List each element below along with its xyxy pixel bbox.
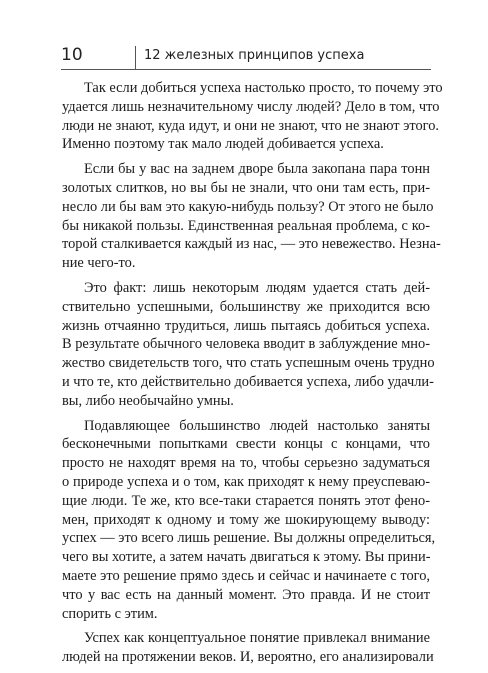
text-line: успех — это всего лишь решение. Вы должны определиться, (62, 530, 436, 547)
text-line: что у вас есть на данный момент. Это правда. И не стоит (62, 586, 430, 603)
text-line: бесконечными попытками свести концы с концами, что (62, 436, 430, 453)
text-line: Если бы у вас на заднем дворе была закопана пара тонн (84, 161, 430, 178)
running-title: 12 железных принципов успеха (144, 48, 365, 63)
text-line: торой сталкивается каждый из нас, — это невежество. Незна- (62, 236, 441, 253)
text-line: золотых слитков, но вы бы не знали, что они там есть, при- (62, 179, 430, 196)
text-line: ствительно успешными, большинству же приходится всю (62, 298, 430, 315)
text-line: Успех как концептуальное понятие привлекал внимание (84, 630, 430, 647)
text-line: жество свидетельств того, что стать успешным очень трудно (62, 355, 435, 372)
paragraph-2 (62, 160, 441, 273)
paragraph-3 (62, 279, 435, 411)
text-line: щие люди. Те же, кто все-таки старается понять этот фено- (62, 492, 430, 509)
header-divider-vertical (135, 46, 136, 69)
text-line: чего вы хотите, а затем начать двигаться к этому. Вы прини- (62, 549, 431, 566)
page-number: 10 (61, 45, 83, 65)
text-line: ние чего-то. (62, 255, 136, 272)
text-line: просто не находят время на то, чтобы серьезно задуматься (62, 455, 430, 472)
paragraph-5 (62, 629, 434, 667)
text-line: люди не знают, куда идут, и они не знают, что не знают этого. (62, 117, 440, 134)
text-line: удается лишь незначительному числу людей? Дело в том, что (62, 98, 440, 115)
text-line: маете это решение прямо здесь и сейчас и начинаете с того, (62, 567, 430, 584)
header-rule (61, 69, 431, 70)
text-line: Именно поэтому так мало людей добивается успеха. (62, 136, 384, 153)
page-header (61, 45, 431, 69)
paragraph-1 (62, 79, 443, 154)
text-line: жизнь отчаянно трудиться, лишь пытаясь добиться успеха. (62, 317, 430, 334)
text-line: вы, либо необычайно умны. (62, 392, 234, 409)
body-text (62, 79, 443, 673)
text-line: мен, приходят к одному и тому же шокирующему выводу: (62, 511, 430, 528)
text-line: Подавляющее большинство людей настолько заняты (84, 417, 430, 434)
text-line: и что те, кто действительно добивается успеха, либо удачли- (62, 373, 434, 390)
text-line: людей на протяжении веков. И, вероятно, его анализировали (62, 649, 434, 666)
paragraph-4 (62, 417, 436, 624)
text-line: бы никакой пользы. Единственная реальная проблема, с ко- (62, 217, 430, 234)
text-line: Это факт: лишь некоторым людям удается стать дей- (84, 279, 430, 296)
text-line: несло ли бы вам это какую-нибудь пользу? От этого не было (62, 198, 434, 215)
text-line: В результате обычного человека вводит в заблуждение мно- (62, 336, 430, 353)
text-line: спорить с этим. (62, 605, 158, 622)
text-line: Так если добиться успеха настолько просто, то почему это (84, 80, 443, 96)
text-line: о природе успеха и о том, как приходят к нему преуспеваю- (62, 473, 430, 490)
